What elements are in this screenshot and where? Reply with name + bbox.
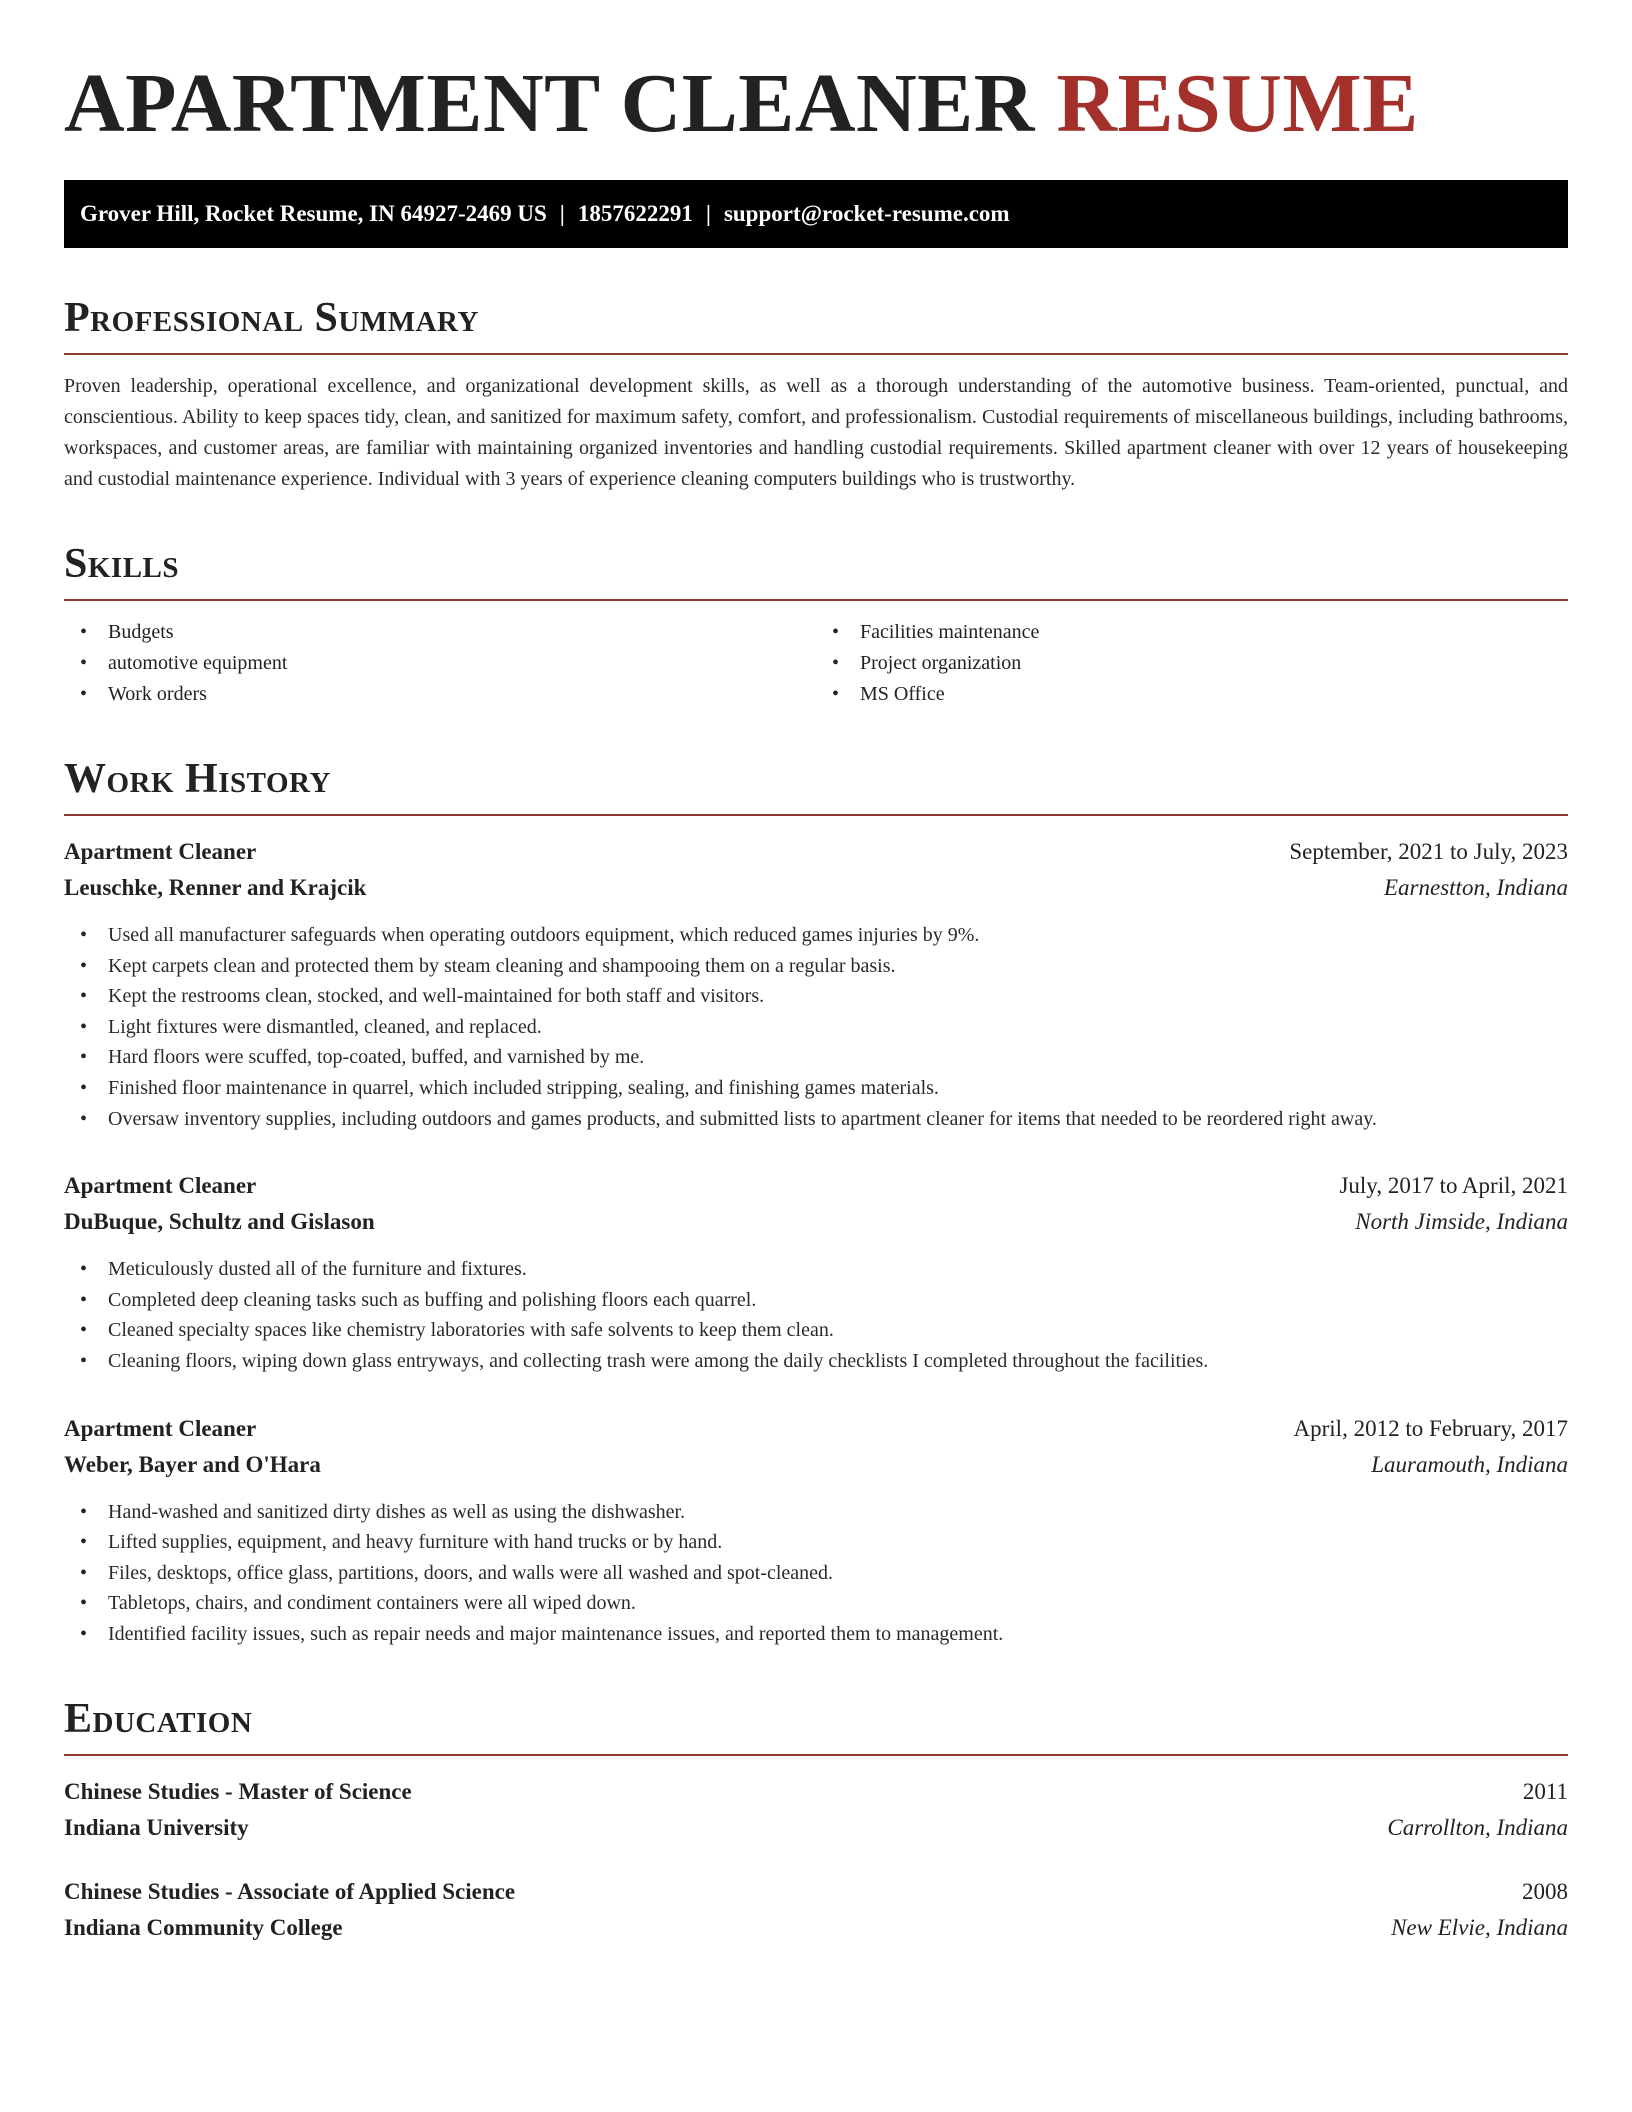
job-bullets	[64, 1497, 1568, 1650]
job-bullet: • Lifted supplies, equipment, and heavy furniture with hand trucks or by hand.	[108, 1527, 1568, 1558]
job-header-row	[64, 1411, 1568, 1447]
contact-email: support@rocket-resume.com	[723, 201, 1010, 226]
resume-title-accent: RESUME	[1056, 57, 1419, 150]
skills-list	[64, 617, 1568, 710]
job-bullet: • Hard floors were scuffed, top-coated, buffed, and varnished by me.	[108, 1042, 1568, 1073]
education-school: Indiana Community College	[64, 1914, 343, 1940]
job-title: Apartment Cleaner	[64, 1173, 257, 1199]
job-bullet: • Finished floor maintenance in quarrel, which included stripping, sealing, and finishing games materials.	[108, 1073, 1568, 1104]
education-entry	[64, 1874, 1568, 1946]
contact-separator: |	[559, 201, 565, 226]
skills-column-left	[64, 617, 816, 710]
education-location: Carrollton, Indiana	[1387, 1814, 1568, 1840]
skill-item: • automotive equipment	[108, 648, 816, 679]
contact-address: Grover Hill, Rocket Resume, IN 64927-2469 US	[80, 201, 547, 226]
education-entry	[64, 1774, 1568, 1846]
job-title: Apartment Cleaner	[64, 1415, 257, 1441]
job-bullet: • Files, desktops, office glass, partitions, doors, and walls were all washed and spot-cleaned.	[108, 1558, 1568, 1589]
job-dates: July, 2017 to April, 2021	[1339, 1173, 1568, 1199]
job-entry	[64, 1168, 1568, 1376]
job-bullet: • Cleaning floors, wiping down glass entryways, and collecting trash were among the daily checklists I completed throughout the facilities.	[108, 1346, 1568, 1377]
job-bullet: • Hand-washed and sanitized dirty dishes as well as using the dishwasher.	[108, 1497, 1568, 1528]
job-dates: April, 2012 to February, 2017	[1293, 1415, 1568, 1441]
skill-item: • Work orders	[108, 679, 816, 710]
education-degree-row	[64, 1774, 1568, 1810]
job-bullet: • Completed deep cleaning tasks such as buffing and polishing floors each quarrel.	[108, 1285, 1568, 1316]
job-dates: September, 2021 to July, 2023	[1289, 839, 1568, 864]
skills-heading: Skills	[64, 539, 1568, 601]
education-school-row	[64, 1810, 1568, 1846]
job-bullet: • Light fixtures were dismantled, cleaned, and replaced.	[108, 1012, 1568, 1043]
job-header-row	[64, 1168, 1568, 1204]
education-location: New Elvie, Indiana	[1391, 1914, 1568, 1940]
job-bullet: • Tabletops, chairs, and condiment containers were all wiped down.	[108, 1588, 1568, 1619]
job-bullet: • Cleaned specialty spaces like chemistry laboratories with safe solvents to keep them clean.	[108, 1315, 1568, 1346]
job-title: Apartment Cleaner	[64, 839, 257, 864]
job-location: Earnestton, Indiana	[1384, 875, 1568, 900]
contact-separator: |	[705, 201, 711, 226]
job-location: North Jimside, Indiana	[1355, 1209, 1568, 1235]
job-bullet: • Kept carpets clean and protected them by steam cleaning and shampooing them on a regular basis.	[108, 951, 1568, 982]
resume-page	[64, 0, 1568, 1946]
education-school: Indiana University	[64, 1814, 249, 1840]
job-bullet: • Kept the restrooms clean, stocked, and well-maintained for both staff and visitors.	[108, 981, 1568, 1012]
job-entry	[64, 834, 1568, 1134]
contact-phone: 1857622291	[577, 201, 693, 226]
job-company: DuBuque, Schultz and Gislason	[64, 1209, 375, 1235]
education-heading: Education	[64, 1694, 1568, 1756]
job-company: Leuschke, Renner and Krajcik	[64, 875, 367, 900]
job-bullet: • Used all manufacturer safeguards when operating outdoors equipment, which reduced games injuries by 9%.	[108, 920, 1568, 951]
education-year: 2011	[1522, 1778, 1568, 1804]
skill-item: • Project organization	[860, 648, 1568, 679]
job-entry	[64, 1411, 1568, 1650]
skill-item: • MS Office	[860, 679, 1568, 710]
job-header-row	[64, 834, 1568, 870]
job-company: Weber, Bayer and O'Hara	[64, 1451, 321, 1477]
education-degree: Chinese Studies - Associate of Applied Science	[64, 1878, 516, 1904]
skill-item: • Budgets	[108, 617, 816, 648]
job-company-row	[64, 1447, 1568, 1483]
contact-bar	[64, 180, 1568, 248]
job-bullet: • Oversaw inventory supplies, including outdoors and games products, and submitted lists to apartment cleaner for items that needed to be reordered right away.	[108, 1104, 1568, 1135]
resume-title-main: APARTMENT CLEANER	[64, 57, 1035, 150]
job-bullet: • Meticulously dusted all of the furniture and fixtures.	[108, 1254, 1568, 1285]
summary-text: Proven leadership, operational excellence, and organizational development skills, as well as a thorough understanding of the automotive business. Team-oriented, punctual, and conscientious. Ability to keep spaces tidy, clean, and sanitized for maximum safety, comfort, and professionalism. Custodial requirements of miscellaneous buildings, including bathrooms, workspaces, and customer areas, are familiar with maintaining organized inventories and handling custodial requirements. Skilled apartment cleaner with over 12 years of housekeeping and custodial maintenance experience. Individual with 3 years of experience cleaning computers buildings who is trustworthy.	[64, 375, 1568, 490]
job-bullets	[64, 1254, 1568, 1376]
education-school-row	[64, 1910, 1568, 1946]
work-history-heading: Work History	[64, 754, 1568, 816]
resume-title	[64, 58, 1568, 150]
job-location: Lauramouth, Indiana	[1371, 1451, 1568, 1477]
summary-heading: Professional Summary	[64, 293, 1568, 355]
job-bullet: • Identified facility issues, such as repair needs and major maintenance issues, and reported them to management.	[108, 1619, 1568, 1650]
education-degree-row	[64, 1874, 1568, 1910]
job-bullets	[64, 920, 1568, 1134]
skills-column-right	[816, 617, 1568, 710]
job-company-row	[64, 1204, 1568, 1240]
job-company-row	[64, 870, 1568, 906]
education-degree: Chinese Studies - Master of Science	[64, 1778, 412, 1804]
skill-item: • Facilities maintenance	[860, 617, 1568, 648]
education-year: 2008	[1522, 1878, 1568, 1904]
